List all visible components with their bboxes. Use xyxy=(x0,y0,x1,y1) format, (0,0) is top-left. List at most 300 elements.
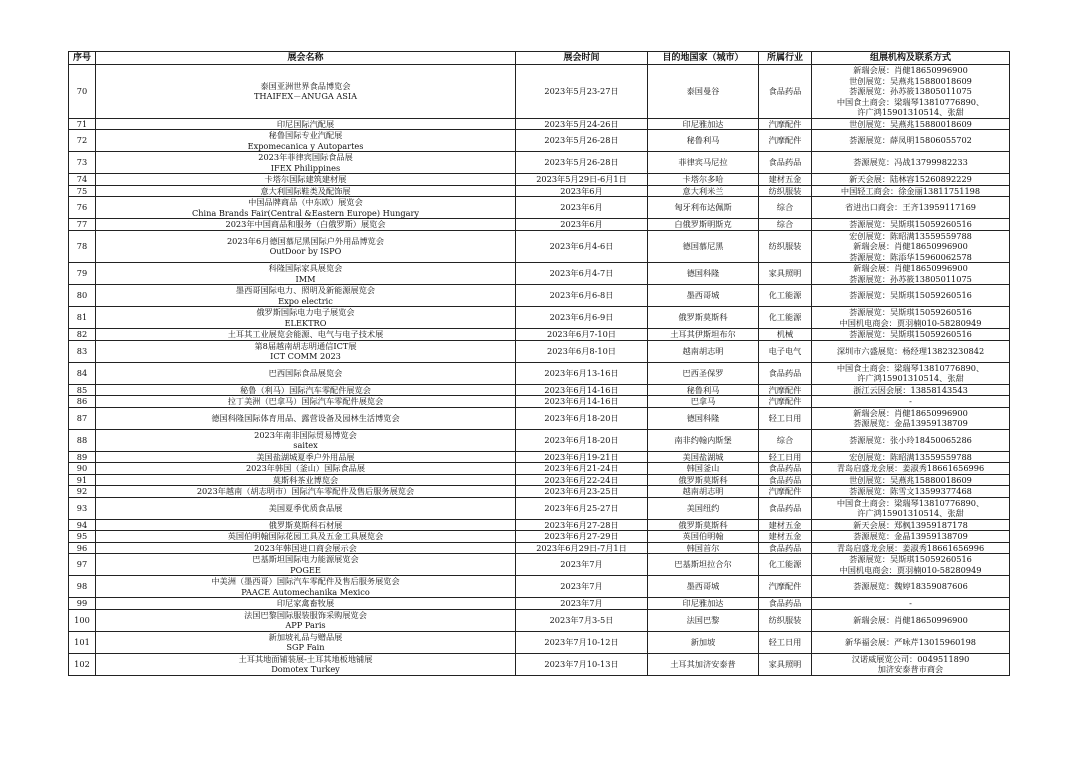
exhibition-name xyxy=(96,285,516,307)
exhibition-name xyxy=(96,230,516,263)
organizer-contact xyxy=(812,340,1010,362)
organizer-contact-line: 荟源展览：吴斯琪15059260516 xyxy=(849,290,972,301)
destination: 匈牙利布达佩斯 xyxy=(648,197,759,219)
organizer-contact-line: 荟源展览：陈添华15960062578 xyxy=(849,251,972,262)
organizer-contact xyxy=(812,362,1010,384)
row-number: 100 xyxy=(69,609,96,631)
organizer-contact xyxy=(812,554,1010,576)
destination: 法国巴黎 xyxy=(648,609,759,631)
exhibition-name-line: IMM xyxy=(295,273,316,284)
organizer-contact-line: 荟源展览：陈雪文13599377468 xyxy=(849,486,972,496)
table-row xyxy=(69,285,1010,307)
table-row xyxy=(69,263,1010,285)
exhibition-name xyxy=(96,598,516,610)
industry: 食品药品 xyxy=(759,497,812,519)
exhibition-name xyxy=(96,340,516,362)
row-number: 86 xyxy=(69,396,96,408)
exhibition-date: 2023年7月 xyxy=(516,554,648,576)
organizer-contact xyxy=(812,384,1010,396)
organizer-contact xyxy=(812,219,1010,231)
destination: 秘鲁利马 xyxy=(648,130,759,152)
industry: 食品药品 xyxy=(759,474,812,486)
organizer-contact-line: 许广鸿15901310514、张甜 xyxy=(857,373,964,383)
exhibition-name-line: 美国夏季优质食品展 xyxy=(268,502,343,513)
table-row xyxy=(69,609,1010,631)
exhibition-date: 2023年6月27-29日 xyxy=(516,531,648,543)
organizer-contact-line: 中国食土商会：梁瑞琴13810776890、 xyxy=(836,96,985,107)
destination: 巴拿马 xyxy=(648,396,759,408)
table-row xyxy=(69,329,1010,341)
industry: 建材五金 xyxy=(759,174,812,186)
exhibition-name-line: 2023年韩国进口商会展示会 xyxy=(254,542,357,553)
exhibition-name-line: 2023年菲律宾国际食品展 xyxy=(258,152,353,162)
organizer-contact-line: 中国食土商会：梁瑞琴13810776890、 xyxy=(836,362,985,373)
table-row xyxy=(69,384,1010,396)
organizer-contact-line: 青岛启盛龙会展：姜淑秀18661656996 xyxy=(836,542,985,553)
exhibition-name-line: China Brands Fair(Central &Eastern Europe) Hungary xyxy=(191,207,420,218)
exhibition-name-line: 美国盐湖城夏季户外用品展 xyxy=(256,451,355,462)
industry: 化工能源 xyxy=(759,554,812,576)
exhibition-name xyxy=(96,451,516,463)
organizer-contact xyxy=(812,230,1010,263)
exhibition-name-line: 印尼国际汽配展 xyxy=(276,118,335,129)
exhibition-name-line: 2023年韩国（釜山）国际食品展 xyxy=(245,463,366,473)
destination: 墨西哥城 xyxy=(648,576,759,598)
industry: 汽摩配件 xyxy=(759,576,812,598)
table-row xyxy=(69,463,1010,475)
destination: 印尼雅加达 xyxy=(648,598,759,610)
table-row xyxy=(69,152,1010,174)
table-row xyxy=(69,653,1010,675)
organizer-contact-line: 中国轻工商会：徐金丽13811751198 xyxy=(840,185,981,196)
destination: 德国慕尼黑 xyxy=(648,230,759,263)
exhibition-date: 2023年6月 xyxy=(516,197,648,219)
organizer-contact xyxy=(812,474,1010,486)
exhibition-name-line: 英国伯明翰国际花园工具及五金工具展览会 xyxy=(227,531,384,541)
row-number: 88 xyxy=(69,429,96,451)
organizer-contact-line: 荟源展览：金晶13959138709 xyxy=(853,418,968,428)
row-number: 92 xyxy=(69,486,96,498)
header-row xyxy=(69,52,1010,65)
industry: 电子电气 xyxy=(759,340,812,362)
exhibition-date: 2023年6月 xyxy=(516,219,648,231)
table-row xyxy=(69,130,1010,152)
industry: 化工能源 xyxy=(759,307,812,329)
organizer-contact-line: 加济安泰普市商会 xyxy=(877,664,944,674)
table-row xyxy=(69,174,1010,186)
exhibition-name xyxy=(96,486,516,498)
exhibition-date: 2023年6月29日-7月1日 xyxy=(516,542,648,554)
destination: 卡塔尔多哈 xyxy=(648,174,759,186)
organizer-contact xyxy=(812,329,1010,341)
organizer-contact-line: 许广鸿15901310514、张甜 xyxy=(857,107,964,117)
industry: 轻工日用 xyxy=(759,631,812,653)
table-row xyxy=(69,362,1010,384)
table-row xyxy=(69,554,1010,576)
table-row xyxy=(69,429,1010,451)
exhibition-name-line: ICT COMM 2023 xyxy=(270,351,341,361)
organizer-contact-line: 省进出口商会：王齐13959117169 xyxy=(845,202,976,213)
organizer-contact-line: 新瑞会展：肖健18650996900 xyxy=(853,407,968,418)
exhibition-name xyxy=(96,576,516,598)
organizer-contact xyxy=(812,653,1010,675)
destination: 德国科隆 xyxy=(648,263,759,285)
table-row xyxy=(69,230,1010,263)
row-number: 82 xyxy=(69,329,96,341)
header-destination: 目的地国家（城市） xyxy=(648,52,759,65)
organizer-contact xyxy=(812,130,1010,152)
destination: 英国伯明翰 xyxy=(648,531,759,543)
row-number: 91 xyxy=(69,474,96,486)
organizer-contact xyxy=(812,396,1010,408)
exhibition-name-line: 莫斯科茶业博览会 xyxy=(272,474,339,485)
row-number: 96 xyxy=(69,542,96,554)
organizer-contact xyxy=(812,429,1010,451)
row-number: 76 xyxy=(69,197,96,219)
organizer-contact-line: 荟源展览：张小玲18450065286 xyxy=(849,434,972,445)
exhibition-date: 2023年6月6-9日 xyxy=(516,307,648,329)
organizer-contact xyxy=(812,407,1010,429)
exhibition-name xyxy=(96,197,516,219)
exhibition-name-line: 卡塔尔国际建筑建材展 xyxy=(264,174,347,184)
exhibition-date: 2023年6月6-8日 xyxy=(516,285,648,307)
exhibition-name-line: 土耳其工业展览会能源、电气与电子技术展 xyxy=(227,329,384,339)
exhibition-name-line: PAACE Automechanika Mexico xyxy=(241,586,370,597)
industry: 汽摩配件 xyxy=(759,486,812,498)
destination: 俄罗斯莫斯科 xyxy=(648,307,759,329)
exhibition-name xyxy=(96,407,516,429)
table-row xyxy=(69,185,1010,197)
exhibition-name xyxy=(96,554,516,576)
exhibition-date: 2023年7月3-5日 xyxy=(516,609,648,631)
industry: 汽摩配件 xyxy=(759,384,812,396)
industry: 纺织服装 xyxy=(759,230,812,263)
organizer-contact xyxy=(812,185,1010,197)
organizer-contact-line: 新天会展：郑枫13959187178 xyxy=(853,519,968,530)
industry: 建材五金 xyxy=(759,519,812,531)
row-number: 75 xyxy=(69,185,96,197)
destination: 巴基斯坦拉合尔 xyxy=(648,554,759,576)
exhibition-name xyxy=(96,152,516,174)
organizer-contact xyxy=(812,631,1010,653)
row-number: 98 xyxy=(69,576,96,598)
exhibition-name-line: 2023年越南（胡志明市）国际汽车零配件及售后服务展览会 xyxy=(196,486,415,496)
organizer-contact-line: 中国食土商会：梁瑞琴13810776890、 xyxy=(836,497,985,508)
industry: 轻工日用 xyxy=(759,407,812,429)
table-row xyxy=(69,197,1010,219)
row-number: 101 xyxy=(69,631,96,653)
industry: 综合 xyxy=(759,197,812,219)
organizer-contact-line: 新瑞会展：肖健18650996900 xyxy=(853,614,968,625)
destination: 韩国釜山 xyxy=(648,463,759,475)
organizer-contact-line: 浙江云因会展：13858143543 xyxy=(853,384,968,395)
destination: 新加坡 xyxy=(648,631,759,653)
row-number: 72 xyxy=(69,130,96,152)
exhibition-date: 2023年6月23-25日 xyxy=(516,486,648,498)
exhibition-name xyxy=(96,497,516,519)
exhibition-date: 2023年6月22-24日 xyxy=(516,474,648,486)
table-row xyxy=(69,497,1010,519)
exhibition-date: 2023年6月18-20日 xyxy=(516,429,648,451)
exhibition-name xyxy=(96,609,516,631)
organizer-contact-line: 荟源展览：吴斯琪15059260516 xyxy=(849,307,972,317)
destination: 俄罗斯莫斯科 xyxy=(648,519,759,531)
exhibition-name-line: 泰国亚洲世界食品博览会 xyxy=(260,80,351,91)
exhibition-name-line: 2023年中国商品和服务（白俄罗斯）展览会 xyxy=(225,219,386,229)
industry: 机械 xyxy=(759,329,812,341)
industry: 化工能源 xyxy=(759,285,812,307)
exhibition-date: 2023年6月19-21日 xyxy=(516,451,648,463)
row-number: 78 xyxy=(69,230,96,263)
industry: 食品药品 xyxy=(759,463,812,475)
table-row xyxy=(69,451,1010,463)
exhibition-date: 2023年7月10-12日 xyxy=(516,631,648,653)
organizer-contact xyxy=(812,307,1010,329)
exhibition-name-line: 印尼家禽畜牧展 xyxy=(276,598,335,608)
exhibition-name-line: 第8届越南胡志明通信ICT展 xyxy=(254,340,357,351)
exhibition-name-line: 俄罗斯国际电力电子展览会 xyxy=(256,307,355,317)
row-number: 94 xyxy=(69,519,96,531)
organizer-contact xyxy=(812,174,1010,186)
header-industry: 所属行业 xyxy=(759,52,812,65)
exhibition-name-line: 俄罗斯莫斯科石材展 xyxy=(268,519,343,530)
exhibition-date: 2023年6月21-24日 xyxy=(516,463,648,475)
table-row xyxy=(69,474,1010,486)
exhibition-name-line: 巴基斯坦国际电力能源展览会 xyxy=(252,554,359,564)
organizer-contact xyxy=(812,519,1010,531)
exhibition-name-line: IFEX Philippines xyxy=(270,162,341,173)
destination: 印尼雅加达 xyxy=(648,118,759,130)
organizer-contact-line: 宏创展览：陈昭满13559559788 xyxy=(849,230,972,241)
destination: 意大利米兰 xyxy=(648,185,759,197)
organizer-contact-line: 中国机电商会：贾羽楠010-58280949 xyxy=(839,564,982,575)
table-row xyxy=(69,340,1010,362)
destination: 南非约翰内斯堡 xyxy=(648,429,759,451)
exhibition-name-line: saitex xyxy=(293,440,318,450)
exhibition-name xyxy=(96,519,516,531)
organizer-contact-line: 荟源展览：薛凤明15806055702 xyxy=(849,135,972,146)
organizer-contact-line: 青岛启盛龙会展：姜淑秀18661656996 xyxy=(836,463,985,473)
table-row xyxy=(69,118,1010,130)
table-row xyxy=(69,65,1010,119)
exhibition-name-line: 墨西哥国际电力、照明及新能源展览会 xyxy=(235,285,376,295)
exhibition-name-line: 意大利国际鞋类及配饰展 xyxy=(260,185,351,196)
exhibition-table xyxy=(68,51,1010,676)
industry: 轻工日用 xyxy=(759,451,812,463)
organizer-contact-line: 宏创展览：陈昭满13559559788 xyxy=(849,451,972,462)
exhibition-date: 2023年6月18-20日 xyxy=(516,407,648,429)
row-number: 71 xyxy=(69,118,96,130)
industry: 食品药品 xyxy=(759,598,812,610)
industry: 纺织服装 xyxy=(759,185,812,197)
organizer-contact xyxy=(812,65,1010,119)
industry: 纺织服装 xyxy=(759,609,812,631)
exhibition-name xyxy=(96,307,516,329)
organizer-contact-line: 新瑞会展：肖健18650996900 xyxy=(853,241,968,251)
table-row xyxy=(69,407,1010,429)
destination: 美国纽约 xyxy=(648,497,759,519)
organizer-contact-line: 新华福会展：严咏芹13015960198 xyxy=(845,636,976,647)
row-number: 74 xyxy=(69,174,96,186)
organizer-contact-line: - xyxy=(909,396,912,406)
exhibition-name xyxy=(96,263,516,285)
exhibition-name-line: 科隆国际家具展览会 xyxy=(268,263,343,273)
exhibition-date: 2023年6月8-10日 xyxy=(516,340,648,362)
organizer-contact xyxy=(812,486,1010,498)
organizer-contact xyxy=(812,609,1010,631)
exhibition-name xyxy=(96,185,516,197)
industry: 食品药品 xyxy=(759,362,812,384)
exhibition-name-line: 新加坡礼品与赠品展 xyxy=(268,631,343,642)
exhibition-date: 2023年6月25-27日 xyxy=(516,497,648,519)
exhibition-name xyxy=(96,531,516,543)
exhibition-name xyxy=(96,118,516,130)
exhibition-name-line: Domotex Turkey xyxy=(271,664,340,674)
table-row xyxy=(69,219,1010,231)
exhibition-name xyxy=(96,219,516,231)
industry: 家具照明 xyxy=(759,263,812,285)
exhibition-name xyxy=(96,396,516,408)
destination: 俄罗斯莫斯科 xyxy=(648,474,759,486)
organizer-contact-line: 新瑞会展：肖健18650996900 xyxy=(853,65,968,75)
row-number: 80 xyxy=(69,285,96,307)
organizer-contact-line: 荟源展览：吴斯琪15059260516 xyxy=(849,219,972,229)
exhibition-date: 2023年5月26-28日 xyxy=(516,152,648,174)
row-number: 84 xyxy=(69,362,96,384)
exhibition-date: 2023年6月4-6日 xyxy=(516,230,648,263)
header-date: 展会时间 xyxy=(516,52,648,65)
organizer-contact-line: 深圳市六盛展览：杨经理13823230842 xyxy=(836,345,985,356)
exhibition-name xyxy=(96,329,516,341)
exhibition-name-line: 秘鲁（利马）国际汽车零配件展览会 xyxy=(239,384,371,395)
organizer-contact-line: 新天会展：陆林容15260892229 xyxy=(849,174,972,184)
row-number: 97 xyxy=(69,554,96,576)
exhibition-date: 2023年7月 xyxy=(516,598,648,610)
exhibition-date: 2023年5月24-26日 xyxy=(516,118,648,130)
row-number: 93 xyxy=(69,497,96,519)
organizer-contact-line: 中国机电商会：贾羽楠010-58280949 xyxy=(839,317,982,328)
exhibition-name-line: 秘鲁国际专业汽配展 xyxy=(268,130,343,140)
row-number: 79 xyxy=(69,263,96,285)
exhibition-date: 2023年6月4-7日 xyxy=(516,263,648,285)
table-row xyxy=(69,307,1010,329)
exhibition-name-line: 巴西国际食品展览会 xyxy=(268,367,343,378)
organizer-contact xyxy=(812,263,1010,285)
exhibition-name-line: Expo electric xyxy=(278,295,333,306)
destination: 土耳其加济安泰普 xyxy=(648,653,759,675)
exhibition-date: 2023年6月27-28日 xyxy=(516,519,648,531)
destination: 菲律宾马尼拉 xyxy=(648,152,759,174)
organizer-contact-line: 世创展览：吴燕兆15880018609 xyxy=(849,474,972,485)
exhibition-date: 2023年6月 xyxy=(516,185,648,197)
industry: 食品药品 xyxy=(759,542,812,554)
industry: 汽摩配件 xyxy=(759,118,812,130)
exhibition-name xyxy=(96,65,516,119)
organizer-contact-line: - xyxy=(909,598,912,608)
row-number: 73 xyxy=(69,152,96,174)
row-number: 81 xyxy=(69,307,96,329)
row-number: 70 xyxy=(69,65,96,119)
organizer-contact xyxy=(812,451,1010,463)
organizer-contact xyxy=(812,531,1010,543)
organizer-contact xyxy=(812,576,1010,598)
organizer-contact-line: 世创展览：吴燕兆15880018609 xyxy=(849,118,972,129)
organizer-contact xyxy=(812,118,1010,130)
exhibition-name xyxy=(96,174,516,186)
organizer-contact-line: 世创展览：吴燕兆15880018609 xyxy=(849,75,972,86)
exhibition-date: 2023年6月14-16日 xyxy=(516,384,648,396)
exhibition-name-line: 土耳其地面铺装展-土耳其地板地铺展 xyxy=(238,653,373,664)
exhibition-name-line: POGEE xyxy=(290,564,321,575)
header-organizer: 组展机构及联系方式 xyxy=(812,52,1010,65)
organizer-contact xyxy=(812,285,1010,307)
exhibition-name-line: 中国品牌商品（中东欧）展览会 xyxy=(248,197,363,207)
exhibition-name-line: 德国科隆国际体育用品、露营设备及园林生活博览会 xyxy=(211,412,400,423)
exhibition-name xyxy=(96,130,516,152)
row-number: 87 xyxy=(69,407,96,429)
exhibition-name-line: 中美洲（墨西哥）国际汽车零配件及售后服务展览会 xyxy=(211,576,400,586)
destination: 韩国首尔 xyxy=(648,542,759,554)
exhibition-date: 2023年6月7-10日 xyxy=(516,329,648,341)
exhibition-name-line: 2023年6月德国慕尼黑国际户外用品博览会 xyxy=(226,235,385,246)
industry: 综合 xyxy=(759,219,812,231)
row-number: 83 xyxy=(69,340,96,362)
exhibition-name xyxy=(96,463,516,475)
exhibition-name-line: 法国巴黎国际服装服饰采购展览会 xyxy=(244,609,367,620)
organizer-contact-line: 荟源展览：孙苏筱13805011075 xyxy=(849,273,972,284)
organizer-contact xyxy=(812,463,1010,475)
organizer-contact xyxy=(812,497,1010,519)
organizer-contact-line: 新瑞会展：肖健18650996900 xyxy=(853,263,968,273)
destination: 泰国曼谷 xyxy=(648,65,759,119)
exhibition-name-line: 2023年南非国际贸易博览会 xyxy=(254,429,357,440)
table-row xyxy=(69,542,1010,554)
exhibition-name xyxy=(96,429,516,451)
destination: 越南胡志明 xyxy=(648,340,759,362)
organizer-contact-line: 荟源展览：吴斯琪15059260516 xyxy=(849,554,972,564)
organizer-contact xyxy=(812,542,1010,554)
exhibition-name xyxy=(96,362,516,384)
exhibition-name xyxy=(96,474,516,486)
destination: 秘鲁利马 xyxy=(648,384,759,396)
row-number: 85 xyxy=(69,384,96,396)
organizer-contact-line: 荟源展览：冯战13799982233 xyxy=(853,157,968,168)
destination: 墨西哥城 xyxy=(648,285,759,307)
destination: 美国盐湖城 xyxy=(648,451,759,463)
organizer-contact xyxy=(812,197,1010,219)
table-row xyxy=(69,519,1010,531)
row-number: 77 xyxy=(69,219,96,231)
industry: 家具照明 xyxy=(759,653,812,675)
exhibition-date: 2023年6月14-16日 xyxy=(516,396,648,408)
exhibition-name-line: OutDoor by ISPO xyxy=(269,246,342,257)
exhibition-name-line: ELEKTRO xyxy=(284,317,327,328)
header-no: 序号 xyxy=(69,52,96,65)
exhibition-name xyxy=(96,542,516,554)
destination: 德国科隆 xyxy=(648,407,759,429)
header-name: 展会名称 xyxy=(96,52,516,65)
exhibition-date: 2023年5月23-27日 xyxy=(516,65,648,119)
industry: 汽摩配件 xyxy=(759,130,812,152)
exhibition-name xyxy=(96,653,516,675)
exhibition-name xyxy=(96,631,516,653)
industry: 食品药品 xyxy=(759,152,812,174)
table-row xyxy=(69,598,1010,610)
destination: 越南胡志明 xyxy=(648,486,759,498)
industry: 综合 xyxy=(759,429,812,451)
exhibition-name-line: THAIFEX－ANUGA ASIA xyxy=(253,91,358,102)
exhibition-date: 2023年7月 xyxy=(516,576,648,598)
